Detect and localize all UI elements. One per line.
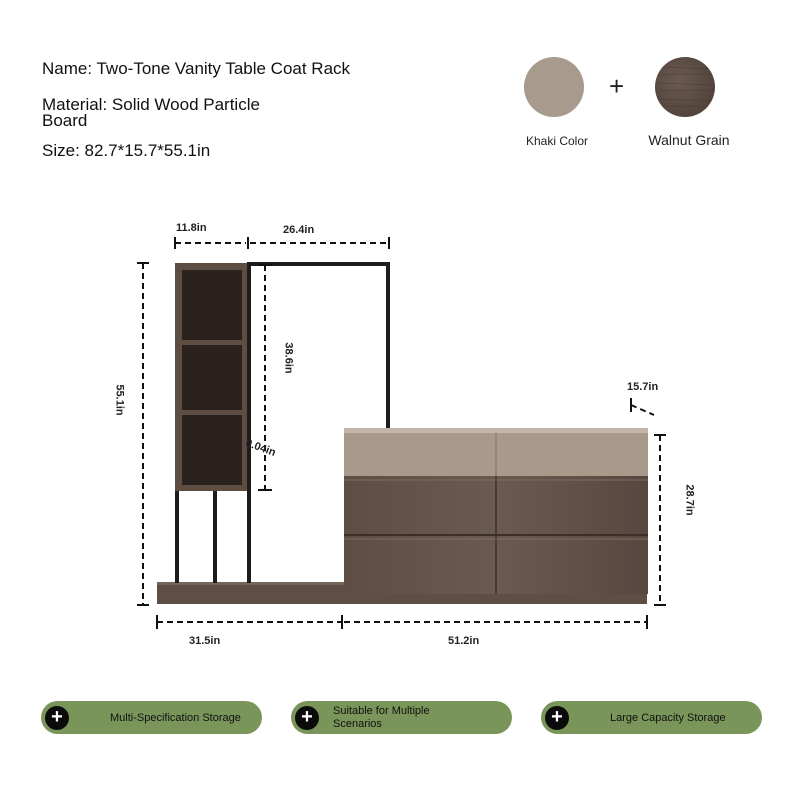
dim-dresser-height: 28.7in [683,484,696,516]
feature-label-line1: Suitable for Multiple [333,705,430,717]
dim-left-base: 31.5in [189,635,221,647]
dim-gap: 0.04in [243,437,278,459]
plus-icon: + [545,706,569,730]
walnut-label: Walnut Grain [648,132,730,148]
shelf-leg [247,263,251,583]
dim-dresser-width: 51.2in [448,635,480,647]
plus-icon: + [45,706,69,730]
dim-rack-width: 26.4in [283,224,315,236]
feature-label-line2: Scenarios [333,718,382,730]
plus-icon: + [295,706,319,730]
plus-sign: + [609,71,625,101]
feature-pill-capacity [541,701,762,734]
dim-total-height: 55.1in [113,384,126,416]
dim-rack-height: 38.6in [282,342,295,374]
rack-vertical-bar [386,262,390,432]
product-name: Name: Two-Tone Vanity Table Coat Rack [42,59,351,78]
feature-pill-scenarios [291,701,512,734]
feature-label: Large Capacity Storage [610,712,726,724]
shelf-leg [213,491,217,583]
product-size: Size: 82.7*15.7*55.1in [42,141,211,160]
khaki-label: Khaki Color [525,134,589,148]
feature-label: Multi-Specification Storage [110,712,241,724]
dim-shelf-width: 11.8in [176,222,207,234]
shelf-leg [175,491,179,583]
feature-pill-storage [41,701,262,734]
dim-depth: 15.7in [627,381,659,393]
product-material: Material: Solid Wood Particle [42,95,260,114]
product-material-cont: Board [42,111,88,130]
